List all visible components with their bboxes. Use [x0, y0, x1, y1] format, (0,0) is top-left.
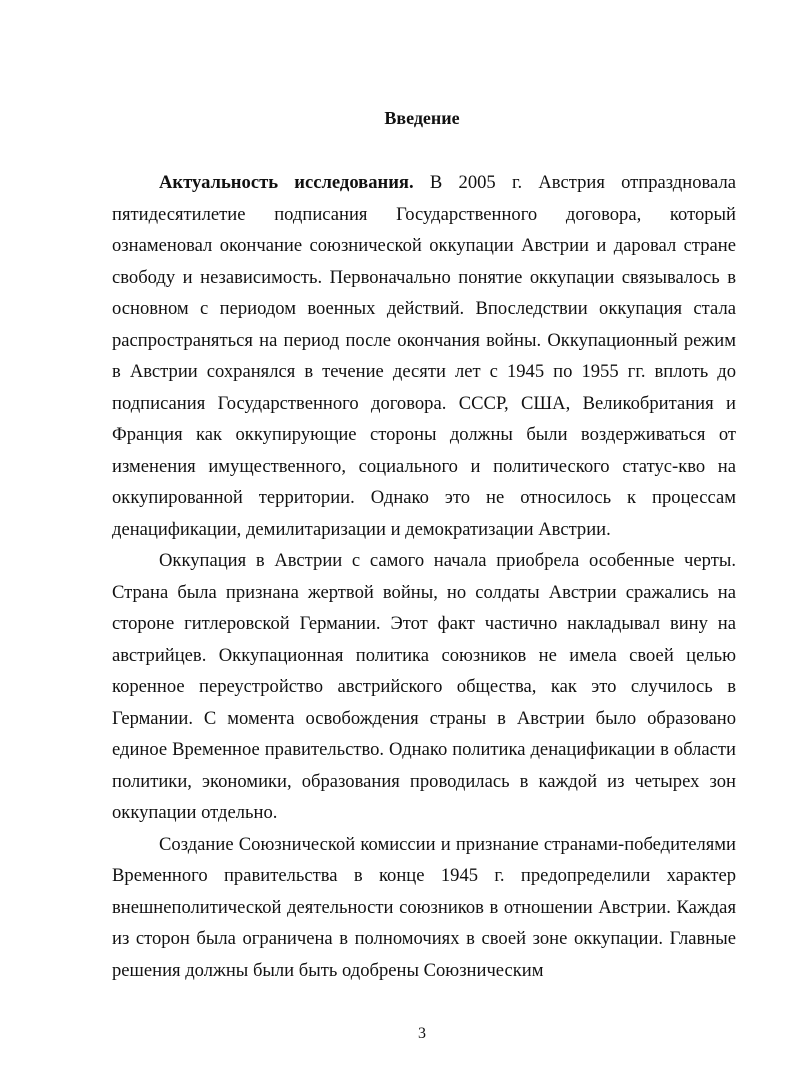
paragraph-allied-commission	[112, 829, 736, 987]
paragraph-relevance	[112, 167, 736, 545]
paragraph-lead: Актуальность исследования.	[159, 172, 414, 193]
paragraph-text: Создание Союзнической комиссии и признание странами-победителями Временного правительства в конце 1945 г. предопределили характер внешнеполитической деятельности союзников в отношении Австрии. Каждая из сторон была ограничена в полномочиях в своей зоне оккупации. Главные решения должны были быть одобрены Союзническим	[112, 833, 736, 981]
paragraph-occupation	[112, 545, 736, 829]
paragraph-text: Оккупация в Австрии с самого начала приобрела особенные черты. Страна была признана жертвой войны, но солдаты Австрии сражались на стороне гитлеровской Германии. Этот факт частично накладывал вину на австрийцев. Оккупационная политика союзников не имела своей целью коренное переустройство австрийского общества, как это случилось в Германии. С момента освобождения страны в Австрии было образовано единое Временное правительство. Однако политика денацификации в области политики, экономики, образования проводилась в каждой из четырех зон оккупации отдельно.	[112, 550, 736, 823]
body-text	[112, 167, 736, 986]
paragraph-text: В 2005 г. Австрия отпраздновала пятидесятилетие подписания Государственного договора, который ознаменовал окончание союзнической оккупации Австрии и даровал стране свободу и независимость. Первоначально понятие оккупации связывалось в основном с периодом военных действий. Впоследствии оккупация стала распространяться на период после окончания войны. Оккупационный режим в Австрии сохранялся в течение десяти лет с 1945 по 1955 гг. вплоть до подписания Государственного договора. СССР, США, Великобритания и Франция как оккупирующие стороны должны были воздерживаться от изменения имущественного, социального и политического статус-кво на оккупированной территории. Однако это не относилось к процессам денацификации, демилитаризации и демократизации Австрии.	[112, 172, 737, 540]
page-number: 3	[418, 1025, 426, 1042]
page-title: Введение	[384, 108, 460, 128]
